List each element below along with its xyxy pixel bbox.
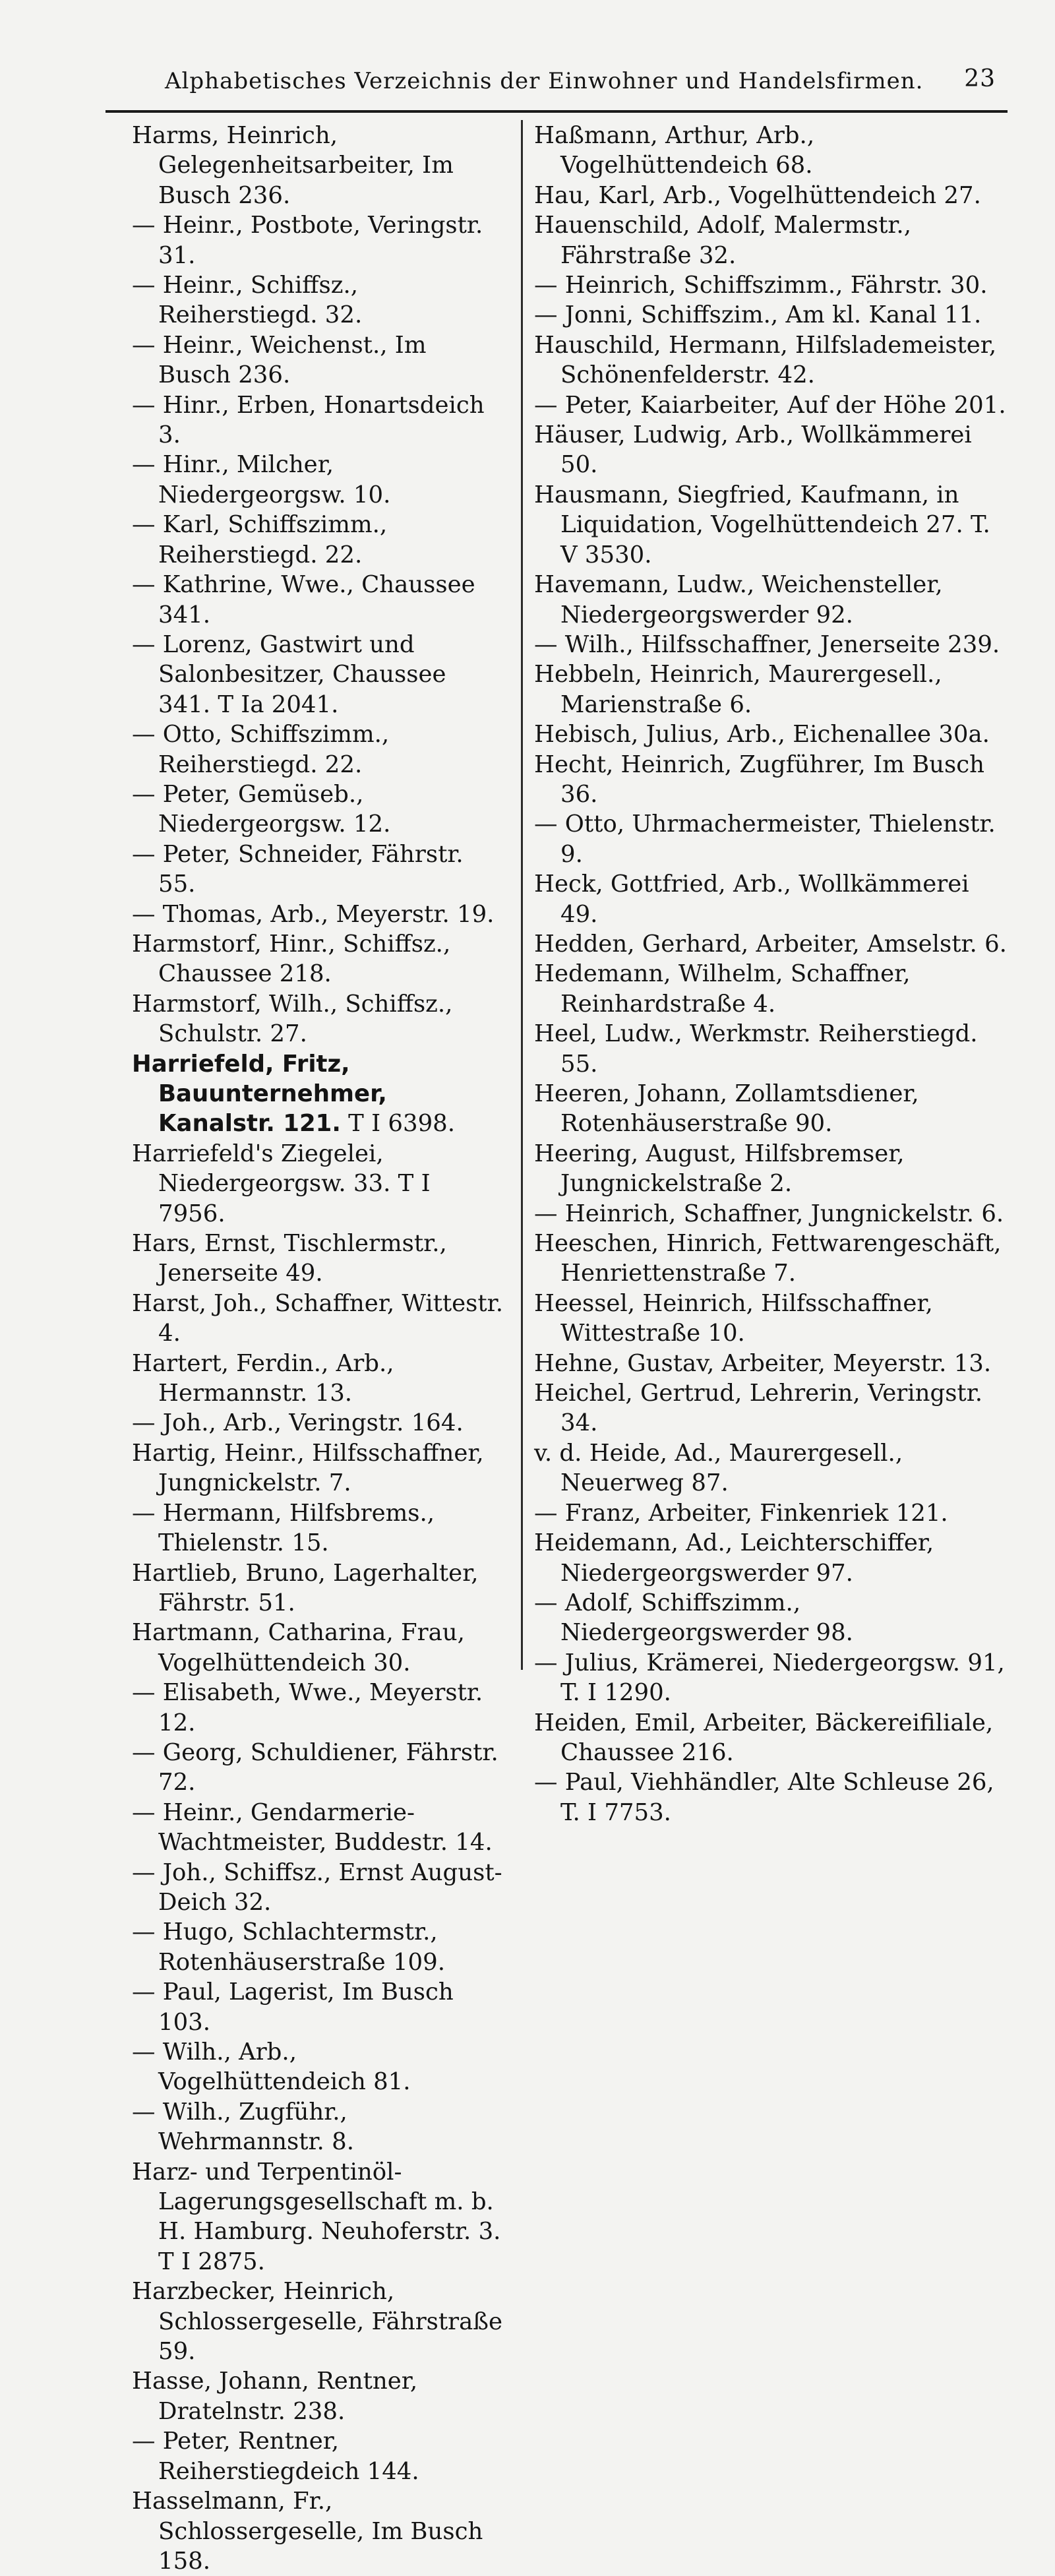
list-item: Hartert, Ferdin., Arb., Hermannstr. 13. — [132, 1349, 394, 1407]
list-item: — Karl, Schiffszimm., Reiherstiegd. 22. — [132, 511, 388, 568]
list-item: — Joh., Schiffsz., Ernst August-Deich 32. — [132, 1858, 502, 1916]
list-item: — Wilh., Arb., Vogelhüttendeich 81. — [132, 2039, 411, 2096]
list-item: — Jonni, Schiffszim., Am kl. Kanal 11. — [534, 301, 982, 329]
list-item: Hedden, Gerhard, Arbeiter, Amselstr. 6. — [534, 930, 1007, 958]
list-item: Hau, Karl, Arb., Vogelhüttendeich 27. — [534, 181, 981, 209]
left-column — [132, 121, 504, 2576]
list-item: Heidemann, Ad., Leichterschiffer, Niedergeorgswerder 97. — [534, 1529, 934, 1587]
list-item: Hehne, Gustav, Arbeiter, Meyerstr. 13. — [534, 1349, 992, 1377]
list-item: — Peter, Schneider, Fährstr. 55. — [132, 840, 464, 898]
list-item: — Heinr., Postbote, Veringstr. 31. — [132, 212, 483, 269]
list-item: — Paul, Viehhändler, Alte Schleuse 26, T. I 7753. — [534, 1769, 994, 1826]
list-item: Harmstorf, Wilh., Schiffsz., Schulstr. 27. — [132, 990, 453, 1048]
list-item: Harz- und Terpentinöl-Lagerungsgesellschaft m. b. H. Hamburg. Neuhoferstr. 3. T I 2875. — [132, 2158, 501, 2275]
list-item: — Thomas, Arb., Meyerstr. 19. — [132, 900, 495, 928]
list-item: — Heinr., Gendarmerie-Wachtmeister, Buddestr. 14. — [132, 1798, 493, 1856]
list-item: Hasse, Johann, Rentner, Dratelnstr. 238. — [132, 2368, 418, 2425]
list-item: — Otto, Schiffszimm., Reiherstiegd. 22. — [132, 721, 390, 778]
right-column — [534, 121, 1009, 1827]
list-item: v. d. Heide, Ad., Maurergesell., Neuerweg 87. — [534, 1439, 903, 1497]
list-item: Hecht, Heinrich, Zugführer, Im Busch 36. — [534, 751, 984, 808]
column-divider — [521, 120, 523, 1670]
list-item: — Hinr., Milcher, Niedergeorgsw. 10. — [132, 451, 391, 508]
list-item: Hauschild, Hermann, Hilfslademeister, Schönenfelderstr. 42. — [534, 331, 997, 389]
list-item: Heiden, Emil, Arbeiter, Bäckereifiliale, Chaussee 216. — [534, 1709, 994, 1766]
list-item: — Wilh., Zugführ., Wehrmannstr. 8. — [132, 2098, 354, 2156]
list-item: Harst, Joh., Schaffner, Wittestr. 4. — [132, 1289, 504, 1347]
header-rule — [106, 110, 1008, 113]
list-item: — Otto, Uhrmachermeister, Thielenstr. 9. — [534, 811, 996, 868]
list-item: Hebbeln, Heinrich, Maurergesell., Marienstraße 6. — [534, 661, 942, 718]
list-item: — Hinr., Erben, Honartsdeich 3. — [132, 391, 485, 449]
list-item: Hebisch, Julius, Arb., Eichenallee 30a. — [534, 721, 990, 749]
list-item: Harmstorf, Hinr., Schiffsz., Chaussee 218. — [132, 930, 451, 988]
list-item: — Heinr., Weichenst., Im Busch 236. — [132, 331, 427, 389]
list-item: — Georg, Schuldiener, Fährstr. 72. — [132, 1738, 498, 1796]
list-item: Harzbecker, Heinrich, Schlossergeselle, Fährstraße 59. — [132, 2278, 503, 2366]
list-item: Heessel, Heinrich, Hilfsschaffner, Wittestraße 10. — [534, 1289, 933, 1347]
list-item: Hedemann, Wilhelm, Schaffner, Reinhardstraße 4. — [534, 960, 911, 1018]
list-item: — Hugo, Schlachtermstr., Rotenhäuserstraße 109. — [132, 1918, 445, 1976]
list-item: — Joh., Arb., Veringstr. 164. — [132, 1409, 464, 1437]
list-item: Heeschen, Hinrich, Fettwarengeschäft, Henriettenstraße 7. — [534, 1230, 1002, 1287]
list-item: — Franz, Arbeiter, Finkenriek 121. — [534, 1499, 948, 1527]
list-item: Hartlieb, Bruno, Lagerhalter, Fährstr. 51. — [132, 1559, 479, 1616]
list-item: Hausmann, Siegfried, Kaufmann, in Liquidation, Vogelhüttendeich 27. T. V 3530. — [534, 481, 990, 568]
list-item: — Wilh., Hilfsschaffner, Jenerseite 239. — [534, 630, 1000, 658]
list-item: Hars, Ernst, Tischlermstr., Jenerseite 49. — [132, 1230, 447, 1287]
list-item: Heck, Gottfried, Arb., Wollkämmerei 49. — [534, 871, 969, 928]
list-item: — Peter, Gemüseb., Niedergeorgsw. 12. — [132, 780, 391, 838]
list-item: — Heinr., Schiffsz., Reiherstiegd. 32. — [132, 272, 363, 329]
list-item: Havemann, Ludw., Weichensteller, Niedergeorgswerder 92. — [534, 571, 943, 629]
list-item: Haßmann, Arthur, Arb., Vogelhüttendeich 68. — [534, 122, 815, 179]
list-item: Hasselmann, Fr., Schlossergeselle, Im Busch 158. — [132, 2488, 483, 2575]
list-item: Hartmann, Catharina, Frau, Vogelhüttendeich 30. — [132, 1619, 465, 1676]
list-item: — Hermann, Hilfsbrems., Thielenstr. 15. — [132, 1499, 435, 1557]
running-title: Alphabetisches Verzeichnis der Einwohner und Handelsfirmen. — [165, 68, 924, 94]
list-item: — Heinrich, Schiffszimm., Fährstr. 30. — [534, 272, 988, 299]
list-item: — Julius, Krämerei, Niedergeorgsw. 91, T. I 1290. — [534, 1649, 1005, 1707]
page-number: 23 — [964, 65, 996, 92]
list-item: Heeren, Johann, Zollamtsdiener, Rotenhäuserstraße 90. — [534, 1080, 919, 1138]
bold-entry-phone: T I 6398. — [340, 1110, 456, 1138]
list-item: — Kathrine, Wwe., Chaussee 341. — [132, 571, 475, 629]
list-item: Hartig, Heinr., Hilfsschaffner, Jungnickelstr. 7. — [132, 1439, 484, 1497]
list-item: — Elisabeth, Wwe., Meyerstr. 12. — [132, 1679, 483, 1736]
bold-list-item — [132, 1049, 504, 1139]
list-item: — Peter, Kaiarbeiter, Auf der Höhe 201. — [534, 391, 1006, 419]
list-item: Heichel, Gertrud, Lehrerin, Veringstr. 34. — [534, 1380, 983, 1437]
list-item: Hauenschild, Adolf, Malermstr., Fährstraße 32. — [534, 212, 911, 269]
bold-entry-name: Harriefeld, Fritz, Bauunternehmer, Kanalstr. 121. — [132, 1050, 387, 1138]
list-item: Heel, Ludw., Werkmstr. Reiherstiegd. 55. — [534, 1020, 978, 1078]
list-item: Harms, Heinrich, Gelegenheitsarbeiter, Im Busch 236. — [132, 122, 454, 209]
list-item: — Heinrich, Schaffner, Jungnickelstr. 6. — [534, 1200, 1004, 1227]
page-header — [106, 63, 1002, 102]
list-item: — Adolf, Schiffszimm., Niedergeorgswerder 98. — [534, 1589, 853, 1647]
list-item: — Peter, Rentner, Reiherstiegdeich 144. — [132, 2428, 419, 2485]
list-item: Häuser, Ludwig, Arb., Wollkämmerei 50. — [534, 421, 972, 479]
list-item: Heering, August, Hilfsbremser, Jungnickelstraße 2. — [534, 1140, 905, 1198]
list-item: Harriefeld's Ziegelei, Niedergeorgsw. 33. T I 7956. — [132, 1140, 431, 1227]
list-item: — Paul, Lagerist, Im Busch 103. — [132, 1978, 454, 2036]
list-item: — Lorenz, Gastwirt und Salonbesitzer, Chaussee 341. T Ia 2041. — [132, 630, 446, 718]
